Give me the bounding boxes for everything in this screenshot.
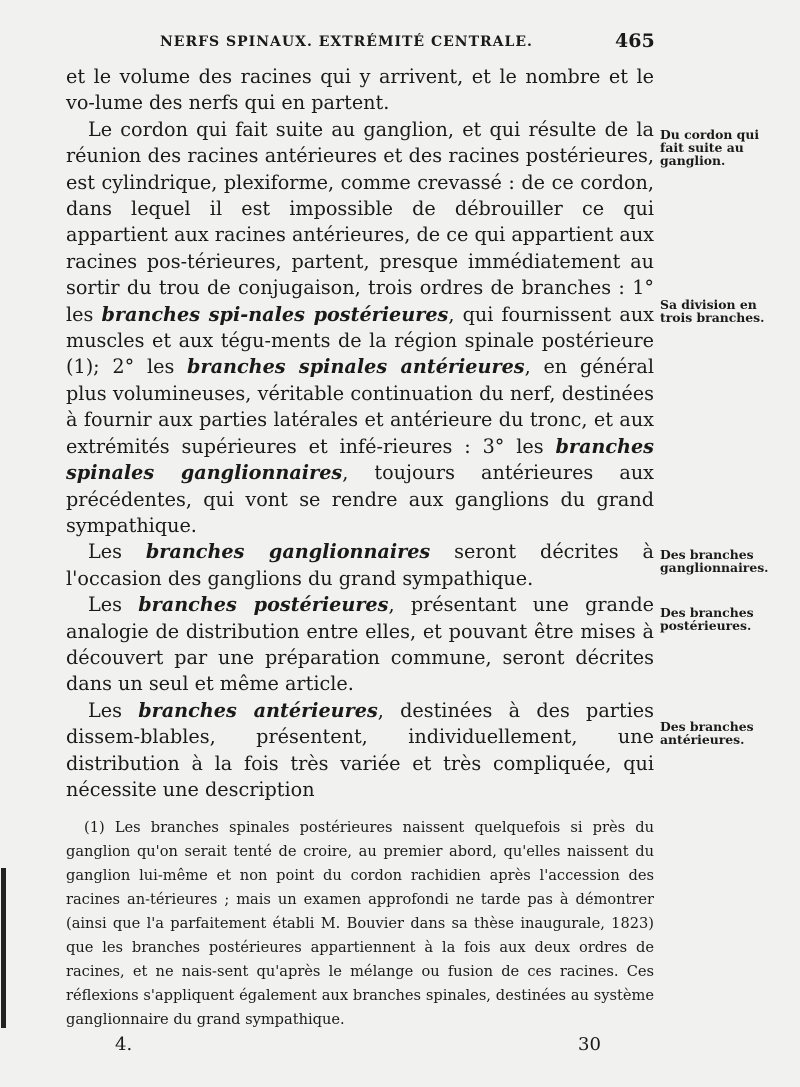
margin-note-posterieures: Des branches postérieures. xyxy=(660,605,754,633)
paragraph-3: Les branches ganglionnaires seront décrites à l'occasion des ganglions du grand sympathique. xyxy=(66,540,654,590)
running-head: NERFS SPINAUX. EXTRÉMITÉ CENTRALE. xyxy=(160,34,533,50)
footnote-text: (1) Les branches spinales postérieures naissent quelquefois si près du ganglion qu'on serait tenté de croire, au premier abord, qu'elles naissent du ganglion lui-même et non point du cordon rachidien après l'accession des racines an-térieures ; mais un examen approfondi ne tarde pas à démontrer (ainsi que l'a parfaitement établi M. Bouvier dans sa thèse inaugurale, 1823) que les branches postérieures appartiennent à la fois aux deux ordres de racines, et ne nais-sent qu'après le mélange ou fusion de ces racines. Ces réflexions s'appliquent également aux branches spinales, destinées au système ganglionnaire du grand sympathique. xyxy=(66,819,654,1028)
page-number: 465 xyxy=(615,30,655,52)
paragraph-2: Le cordon qui fait suite au ganglion, et qui résulte de la réunion des racines antérieures et des racines postérieures, est cylindrique, plexiforme, comme crevassé : de ce cordon, dans lequel il est impossible de débrouiller ce qui appartient aux racines antérieures, de ce qui appartient aux racines pos-térieures, partent, presque immédiatement au sortir du trou de conjugaison, trois ordres de branches : 1° les branches spi-nales postérieures, qui fournissent aux muscles et aux tégu-ments de la région spinale postérieure (1); 2° les branches spinales antérieures, en général plus volumineuses, véritable continuation du nerf, destinées à fournir aux parties latérales et antérieure du tronc, et aux extrémités supérieures et infé-rieures : 3° les branches spinales ganglionnaires, toujours antérieures aux précédentes, qui vont se rendre aux ganglions du grand sympathique. xyxy=(66,117,655,537)
signature-mark: 4. xyxy=(115,1034,133,1055)
term-branches-posterieures: branches spi-nales postérieures xyxy=(101,302,449,326)
footnote xyxy=(66,816,654,1032)
paragraph-1: et le volume des racines qui y arrivent, et le nombre et le vo-lume des nerfs qui en partent. xyxy=(66,65,654,115)
margin-note-division: Sa division en trois branches. xyxy=(660,297,765,325)
margin-note-ganglionnaires: Des branches ganglionnaires. xyxy=(660,547,769,575)
folio-mark: 30 xyxy=(578,1034,601,1055)
margin-note-cordon: Du cordon qui fait suite au ganglion. xyxy=(660,127,760,168)
main-text xyxy=(66,64,654,803)
term-branches-anterieures: branches spinales antérieures xyxy=(187,355,525,379)
paragraph-4: Les branches postérieures, présentant une grande analogie de distribution entre elles, et pouvant être mises à découvert par une préparation commune, seront décrites dans un seul et même article. xyxy=(66,593,654,696)
margin-note-anterieures: Des branches antérieures. xyxy=(660,719,754,747)
paragraph-5: Les branches antérieures, destinées à des parties dissem-blables, présentent, individuellement, une distribution à la fois très variée et très compliquée, qui nécessite une description xyxy=(66,698,655,801)
term-branches-ganglionnaires: branches spinales ganglionnaires xyxy=(66,434,654,485)
binding-edge xyxy=(1,868,6,1028)
